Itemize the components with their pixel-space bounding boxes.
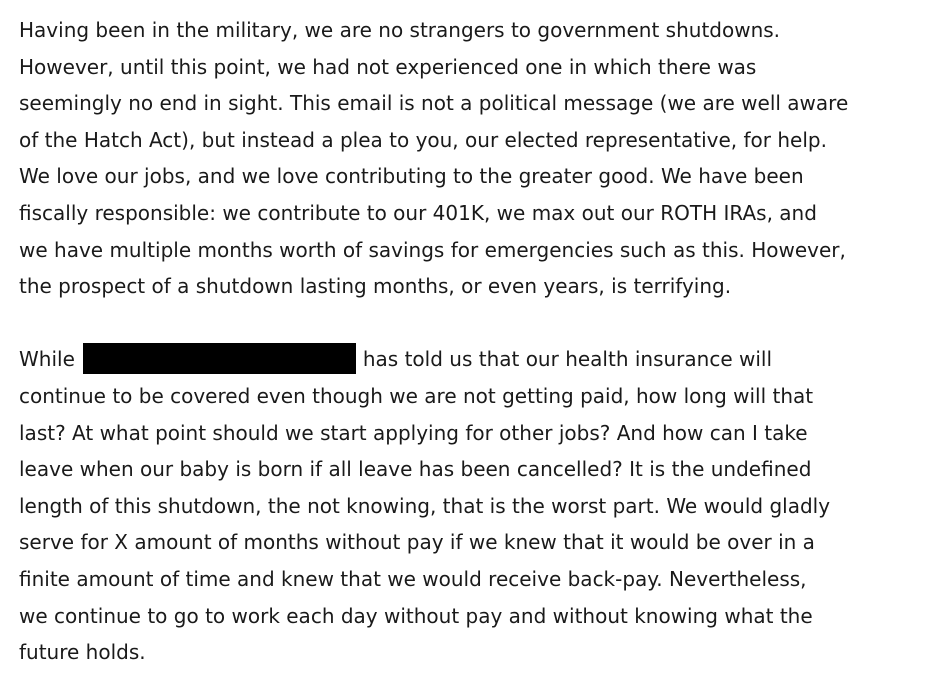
paragraph-2 [19,341,919,670]
text-segment: While [19,347,75,372]
text-line: we have multiple months worth of savings for emergencies such as this. However, [19,237,846,262]
text-line: continue to be covered even though we are not getting paid, how long will that [19,383,814,408]
text-line: of the Hatch Act), but instead a plea to you, our elected representative, for help. [19,127,827,152]
redaction-block [83,343,356,374]
text-line-with-redaction [19,341,919,378]
text-line: seemingly no end in sight. This email is not a political message (we are well aware [19,91,849,116]
text-line: the prospect of a shutdown lasting months, or even years, is terrifying. [19,274,732,299]
text-line: last? At what point should we start applying for other jobs? And how can I take [19,420,808,445]
text-line: leave when our baby is born if all leave has been cancelled? It is the undefined [19,457,812,482]
text-line: length of this shutdown, the not knowing, that is the worst part. We would gladly [19,493,831,518]
paragraph-1 [19,12,919,305]
text-line: serve for X amount of months without pay if we knew that it would be over in a [19,530,815,555]
text-line: we continue to go to work each day without pay and without knowing what the [19,603,813,628]
text-line: We love our jobs, and we love contributing to the greater good. We have been [19,164,804,189]
document-body [19,12,919,671]
text-segment: has told us that our health insurance will [362,347,773,372]
text-line: fiscally responsible: we contribute to our 401K, we max out our ROTH IRAs, and [19,200,817,225]
text-line: future holds. [19,640,146,665]
text-line: However, until this point, we had not experienced one in which there was [19,54,757,79]
text-line: Having been in the military, we are no strangers to government shutdowns. [19,18,781,42]
text-line: finite amount of time and knew that we would receive back-pay. Nevertheless, [19,566,807,591]
paragraph-spacer [19,305,919,342]
